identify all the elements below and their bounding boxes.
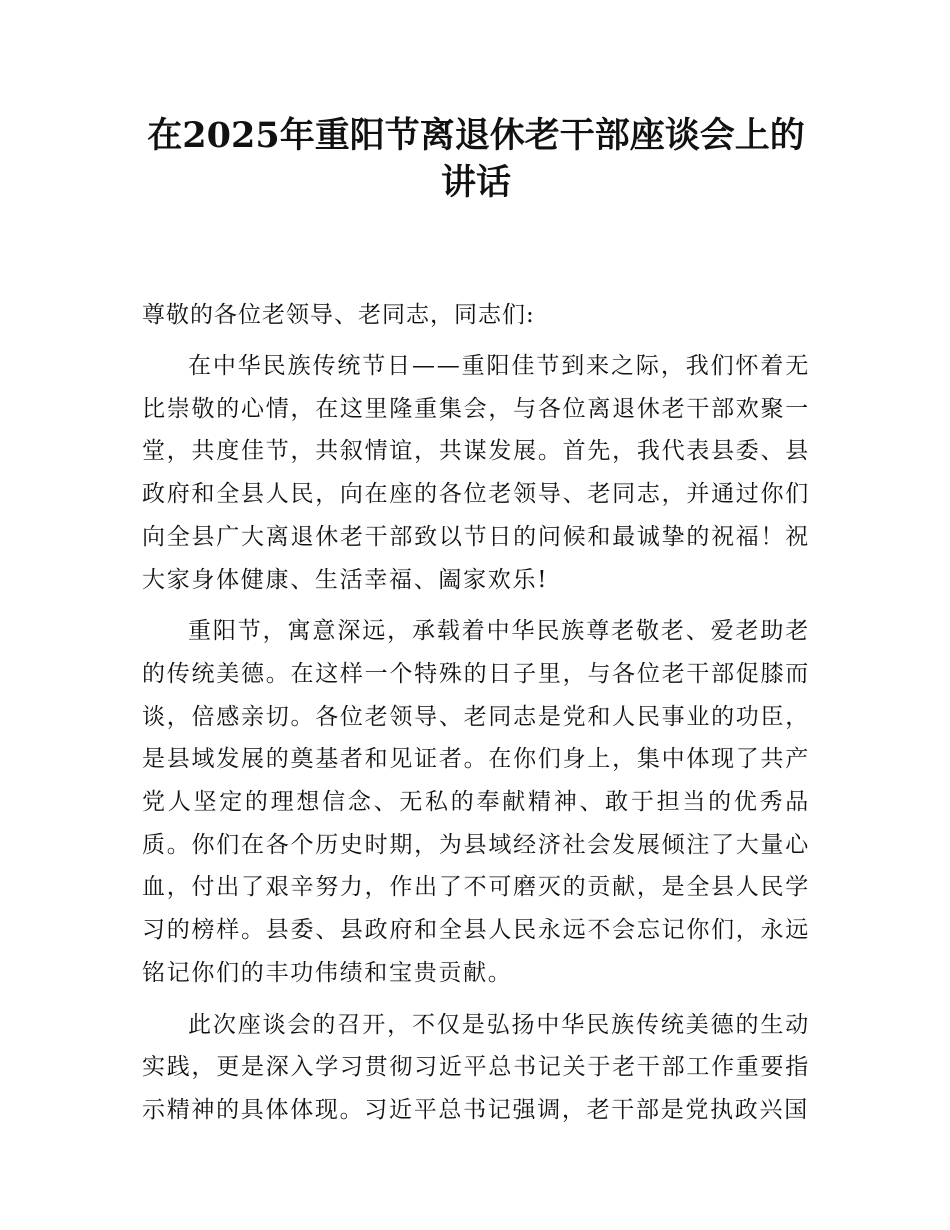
paragraph-1: 在中华民族传统节日——重阳佳节到来之际，我们怀着无比崇敬的心情，在这里隆重集会，与各位离退休老干部欢聚一堂，共度佳节，共叙情谊，共谋发展。首先，我代表县委、县政府和全县人民，向在座的各位老领导、老同志，并通过你们向全县广大离退休老干部致以节日的问候和最诚挚的祝福！祝大家身体健康、生活幸福、阖家欢乐! — [142, 353, 810, 593]
paragraph-2: 重阳节，寓意深远，承载着中华民族尊老敬老、爱老助老的传统美德。在这样一个特殊的日子里，与各位老干部促膝而谈，倍感亲切。各位老领导、老同志是党和人民事业的功臣，是县域发展的奠基者和见证者。在你们身上，集中体现了共产党人坚定的理想信念、无私的奉献精神、敢于担当的优秀品质。你们在各个历史时期，为县域经济社会发展倾注了大量心血，付出了艰辛努力，作出了不可磨灭的贡献，是全县人民学习的榜样。县委、县政府和全县人民永远不会忘记你们，永远铭记你们的丰功伟绩和宝贵贡献。 — [142, 618, 810, 986]
salutation: 尊敬的各位老领导、老同志，同志们: — [142, 302, 535, 328]
paragraph-3: 此次座谈会的召开，不仅是弘扬中华民族传统美德的生动实践，更是深入学习贯彻习近平总书记关于老干部工作重要指示精神的具体体现。习近平总书记强调，老干部是党执政兴国 — [142, 1011, 810, 1123]
document-title: 在2025年重阳节离退休老干部座谈会上的讲话 — [147, 115, 805, 203]
